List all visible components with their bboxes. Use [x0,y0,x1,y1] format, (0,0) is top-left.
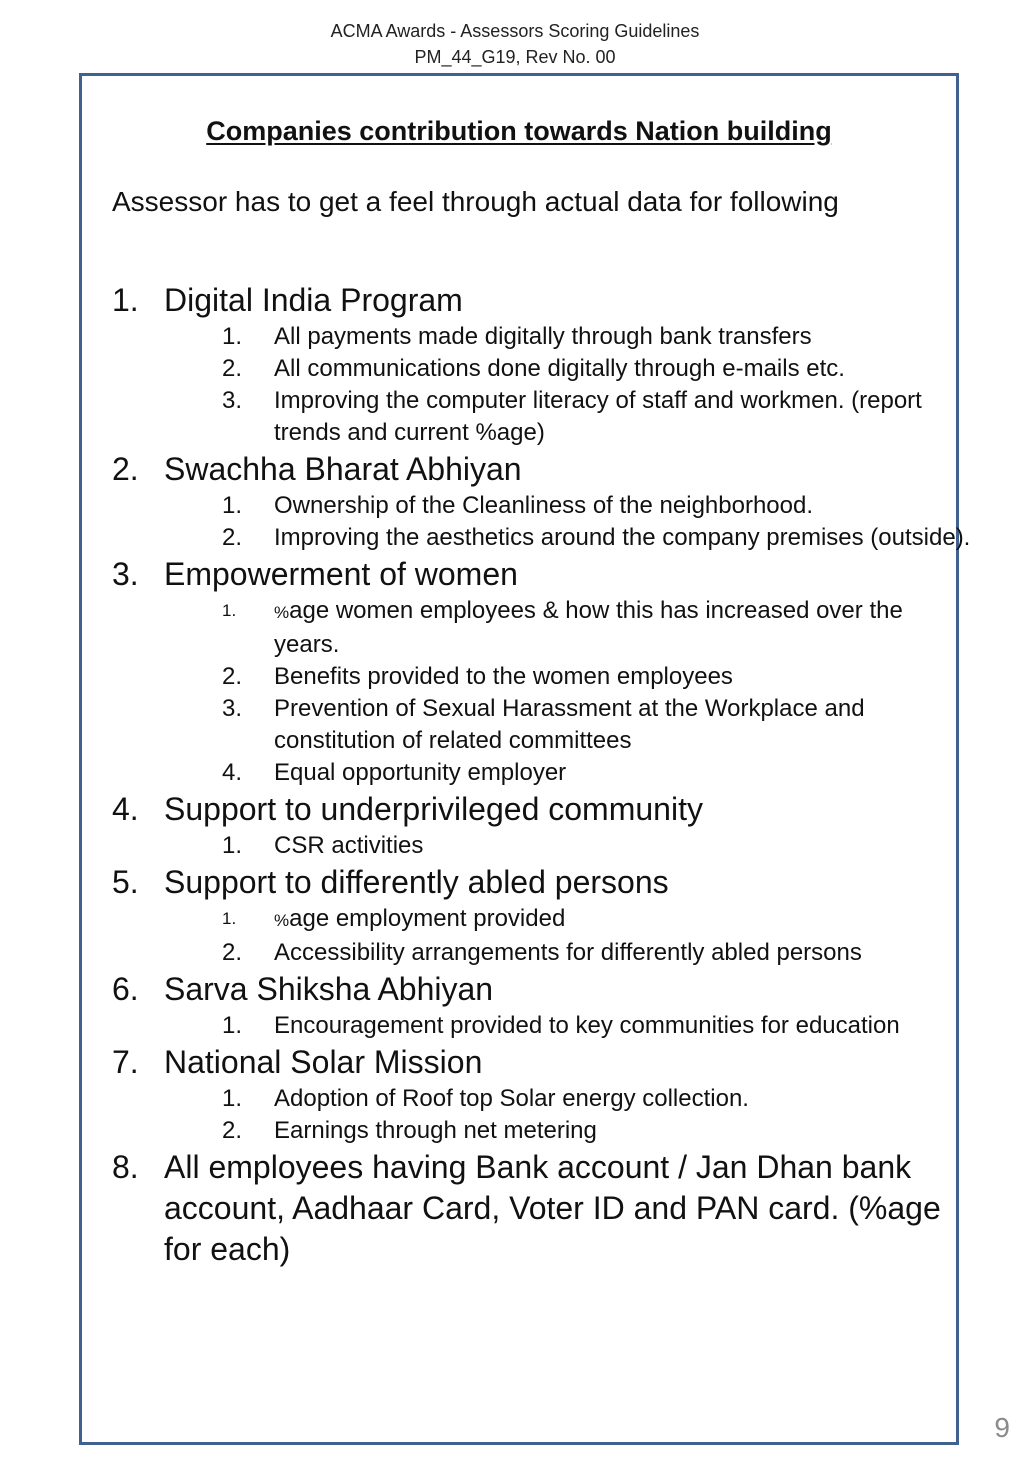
list-item [112,1042,972,1147]
list-item [112,1147,972,1270]
sub-item-number: 2. [222,663,243,690]
sub-list-item [112,757,972,789]
percent-sign: % [274,911,290,930]
sub-item-text: Improving the computer literacy of staff and workmen. (report trends and current %age) [274,387,922,446]
nation-building-list [112,280,972,1270]
sub-item-text: Encouragement provided to key communities for education [274,1012,900,1039]
sub-item-text: Accessibility arrangements for differently abled persons [274,939,862,966]
list-item-title: Digital India Program [164,282,463,318]
list-item [112,862,972,969]
sub-list [164,321,972,449]
list-item-number: 8. [112,1149,139,1185]
sub-item-text: age employment provided [289,905,566,932]
list-item [112,554,972,789]
sub-list [164,830,972,862]
list-item [112,969,972,1042]
sub-list-item [112,321,972,353]
header-title: ACMA Awards - Assessors Scoring Guidelines [330,21,700,41]
sub-list-item [112,522,972,554]
sub-item-text: Improving the aesthetics around the company premises (outside). [274,524,971,551]
sub-item-text: Benefits provided to the women employees [274,663,733,690]
list-item-number: 6. [112,971,139,1007]
sub-item-number: 1. [222,601,237,620]
percent-sign: % [274,603,290,622]
intro-paragraph: Assessor has to get a feel through actual data for following [112,186,839,217]
sub-list-item [112,693,972,757]
list-item-title: Support to differently abled persons [164,864,669,900]
sub-item-number: 1. [222,1085,243,1112]
sub-list [164,1010,972,1042]
list-item-title: Support to underprivileged community [164,791,703,827]
sub-item-text: age women employees & how this has increased over the years. [274,597,903,658]
sub-item-number: 2. [222,524,243,551]
list-item-number: 2. [112,451,139,487]
sub-list-item [112,595,972,661]
sub-item-text: Prevention of Sexual Harassment at the Workplace and constitution of related committees [274,695,865,754]
list-item-title: All employees having Bank account / Jan Dhan bank account, Aadhaar Card, Voter ID and PAN card. (%age for each) [164,1149,941,1267]
sub-item-number: 2. [222,1117,243,1144]
sub-item-text: Equal opportunity employer [274,759,567,786]
sub-list-item [112,385,972,449]
list-item-title: Swachha Bharat Abhiyan [164,451,522,487]
sub-list [164,595,972,789]
sub-item-number: 3. [222,387,243,414]
list-item-title: National Solar Mission [164,1044,483,1080]
sub-item-number: 2. [222,939,243,966]
list-item [112,280,972,449]
header-doc-id: PM_44_G19, Rev No. 00 [414,47,616,67]
list-item-number: 1. [112,282,139,318]
sub-list [164,903,972,969]
list-item-number: 5. [112,864,139,900]
sub-list-item [112,1115,972,1147]
list-item [112,789,972,862]
page-title: Companies contribution towards Nation building [206,116,832,146]
sub-list-item [112,1083,972,1115]
list-item-title: Empowerment of women [164,556,518,592]
page-number: 9 [994,1412,1010,1443]
sub-list-item [112,490,972,522]
list-item-title: Sarva Shiksha Abhiyan [164,971,494,1007]
sub-item-number: 1. [222,832,243,859]
list-item-number: 4. [112,791,139,827]
sub-item-number: 1. [222,1012,243,1039]
sub-list [164,1083,972,1147]
sub-item-text: All payments made digitally through bank transfers [274,323,812,350]
sub-item-text: Adoption of Roof top Solar energy collection. [274,1085,749,1112]
sub-list-item [112,903,972,937]
sub-list-item [112,1010,972,1042]
sub-item-text: CSR activities [274,832,424,859]
sub-item-number: 1. [222,492,243,519]
sub-list-item [112,937,972,969]
sub-item-number: 1. [222,909,237,928]
sub-item-text: Ownership of the Cleanliness of the neighborhood. [274,492,814,519]
sub-list [164,490,972,554]
sub-item-number: 1. [222,323,243,350]
sub-item-number: 4. [222,759,243,786]
list-item [112,449,972,554]
sub-list-item [112,353,972,385]
list-item-number: 7. [112,1044,139,1080]
sub-item-number: 2. [222,355,243,382]
sub-list-item [112,830,972,862]
document-header [0,18,1024,70]
sub-item-text: Earnings through net metering [274,1117,597,1144]
sub-list-item [112,661,972,693]
sub-item-text: All communications done digitally through e-mails etc. [274,355,845,382]
sub-item-number: 3. [222,695,243,722]
list-item-number: 3. [112,556,139,592]
